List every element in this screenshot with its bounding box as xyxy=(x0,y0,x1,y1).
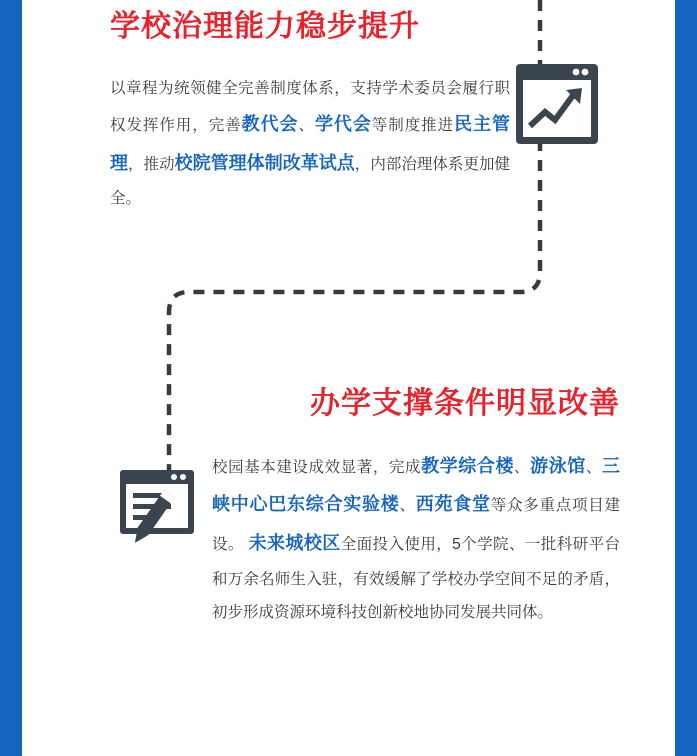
highlight-run: 教学综合楼 xyxy=(421,455,515,476)
right-blue-bar xyxy=(675,0,697,756)
text-run: 校园基本建设成效显著，完成 xyxy=(212,458,422,476)
text-run: 等制度推进 xyxy=(371,116,455,134)
highlight-run: 民主管理 xyxy=(110,113,510,173)
section-facilities-paragraph xyxy=(212,447,620,630)
section-facilities xyxy=(212,385,620,629)
highlight-run: 游泳馆 xyxy=(530,455,586,476)
section-governance-heading: 学校治理能力稳步提升 xyxy=(110,10,420,43)
highlight-run: 未来城校区 xyxy=(248,532,341,553)
highlight-run: 三峡中心巴东综合实验楼 xyxy=(212,455,620,515)
text-run: 、 xyxy=(514,458,531,476)
text-run: ，推动 xyxy=(128,155,175,173)
highlight-run: 校院管理体制改革试点 xyxy=(174,152,355,173)
text-run: 、 xyxy=(298,116,315,134)
section-governance-paragraph xyxy=(110,72,510,216)
highlight-run: 西苑食堂 xyxy=(415,494,491,515)
section-governance xyxy=(110,8,510,216)
text-run: 、 xyxy=(585,458,602,476)
text-run: 等众多重点项目建设。 xyxy=(212,497,620,553)
left-blue-bar xyxy=(0,0,22,756)
highlight-run: 教代会 xyxy=(241,113,299,134)
highlight-run: 学代会 xyxy=(314,113,372,134)
chart-growth-icon xyxy=(514,62,600,146)
document-pen-icon xyxy=(118,468,214,546)
text-run: ，内部治理体系更加健全。 xyxy=(110,155,510,208)
section-facilities-heading: 办学支撑条件明显改善 xyxy=(310,387,620,420)
text-run: 全面投入使用，5个学院、一批科研平台和万余名师生入驻，有效缓解了学校办学空间不足的矛盾，初步形成资源环境科技创新校地协同发展共同体。 xyxy=(212,535,620,621)
poster-canvas xyxy=(22,0,675,756)
text-run: 、 xyxy=(399,497,416,515)
text-run: 以章程为统领健全完善制度体系，支持学术委员会履行职权发挥作用，完善 xyxy=(110,79,510,134)
